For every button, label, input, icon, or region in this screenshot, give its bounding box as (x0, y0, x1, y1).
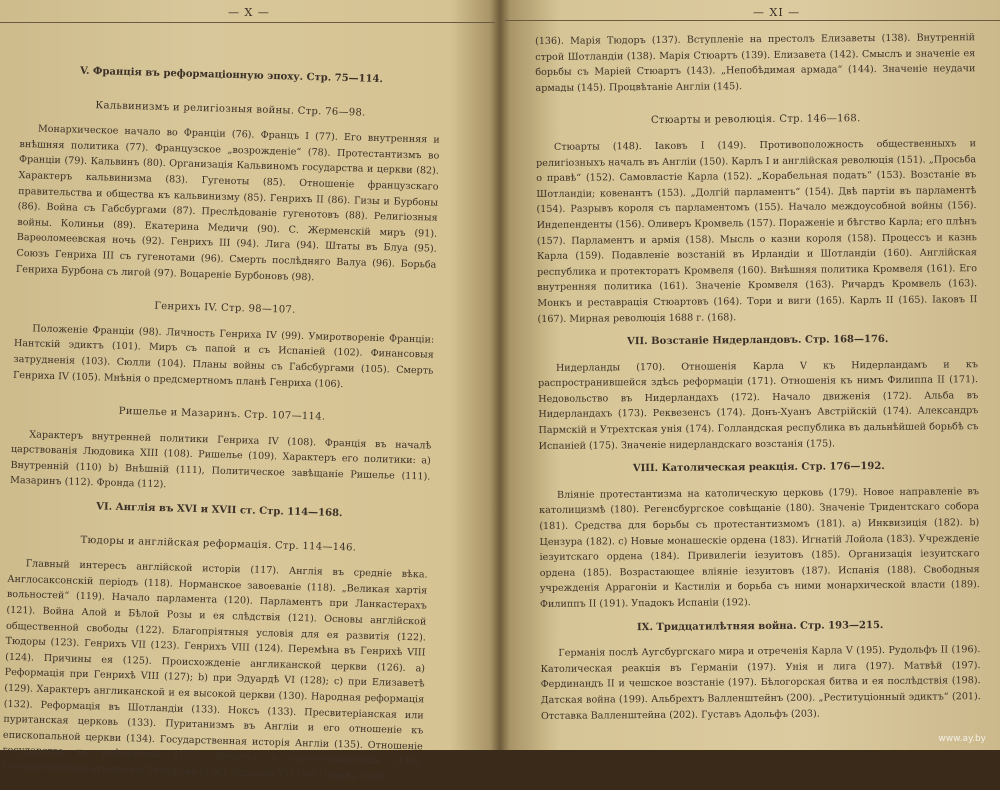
subsection-stuarts-title: Стюарты и революція. Стр. 146—168. (650, 113, 861, 127)
left-column (2, 54, 442, 790)
subsection-tudors-text: Главный интересъ англійской исторіи (117). Англія въ средніе вѣка. Англосаксонскій періодъ (118). Норманское завоеваніе (118). „Великая хартія вольностей“ (119). Начало парламента (120). Парламентъ при Ланкастерахъ (121). Война Алой и Бѣлой Розы и ея слѣдствія (121). Основы англійской общественной свободы (122). Благопріятныя условія для ея развитія (122). Тюдоры (123). Генрихъ VII (123). Генрихъ VIII (124). Перемѣна въ Генрихѣ VIII (124). Причины ея (125). Происхожденіе англиканской церкви (126). а) Реформація при Генрихѣ VIII (127); b) при Эдуардѣ VI (128); с) при Елизаветѣ (129). Характеръ англиканской и ея высокой церкви (130). Народная реформація (132). Реформація въ Шотландіи (133). Ноксъ (133). Пресвитеріанская или пуританская церковь (133). Пуританизмъ въ Англіи и его отношеніе къ епископальной церкви (134). Государственная исторія Англіи (135). Отношеніе государства къ реформаціи (135). Вопросъ о престолонаслѣдіи (136). Генеалогическія отношенія Тюдоровъ (136). Эдуардъ VI (136). Іоанна Грей (1, 558, 428, 783)
left-header-rule (0, 22, 495, 23)
subsection-calvinism-title: Кальвинизмъ и религіозныя войны. Стр. 76—98. (95, 99, 366, 119)
section-ix-title: IX. Тридцатилѣтняя война. Стр. 193—215. (636, 619, 884, 633)
subsection-stuarts-text: Стюарты (148). Іаковъ I (149). Противоположность общественныхъ и религіозныхъ началъ въ Англіи (150). Карлъ I и англійская революція (151). „Просьба о правѣ“ (152). Самовластіе Карла (152). „Корабельная подать“ (153). Возстаніе въ Шотландіи; ковенантъ (153). „Долгій парламентъ“ (154). Двѣ партіи въ парламентѣ (154). Разрывъ короля съ парламентомъ (155). Начало междоусобной войны (156). Индепенденты (156). Оливеръ Кромвель (157). Пораженіе и бѣгство Карла; его плѣнъ (157). Парламентъ и армія (158). Мысль о казни короля (158). Процессъ и казнь Карла (159). Подавленіе возстаній въ Ирландіи и Шотландіи (160). Англійская республика и протекторатъ Кромвеля (160). Внѣшняя политика Кромвеля (161). Его внутренняя политика (161). Значеніе Кромвеля (163). Ричардъ Кромвель (163). Монкъ и реставрація Стюартовъ (164). Тори и виги (165). Карлъ II (165). Іаковъ II (167). Мирная революція 1688 г. (168). (536, 138, 978, 325)
subsection-tudors-title: Тюдоры и англійская реформація. Стр. 114—146. (80, 534, 357, 554)
left-page (0, 0, 495, 783)
watermark: www.ay.by (938, 734, 986, 744)
section-v-title: V. Франція въ реформаціонную эпоху. Стр. 75—114. (79, 65, 384, 86)
subsection-henry-iv-title: Генрихъ IV. Стр. 98—107. (154, 300, 296, 316)
section-vii-text: Нидерланды (170). Отношенія Карла V къ Нидерландамъ и къ распространившейся здѣсь реформаціи (171). Отношенія къ нимъ Филиппа II (171). Недовольство въ Нидерландахъ (172). Начало движенія (172). Альба въ Нидерландахъ (173). Реквезенсъ (174). Донъ-Хуанъ Австрійскій (174). Александръ Пармскій и Утрехтская унія (174). Голландская республика въ дальнѣйшей борьбѣ съ Испаніей (175). Значеніе нидерландскаго возстанія (175). (538, 358, 979, 452)
section-vii-title: VII. Возстаніе Нидерландовъ. Стр. 168—176. (626, 334, 889, 348)
left-folio: — X — (228, 6, 270, 19)
subsection-richelieu-text: Характеръ внутренней политики Генриха IV (108). Франція въ началѣ царствованія Людовика XIII (108). Ришелье (109). Характеръ его политики: а) Внутренній (110) b) Внѣшній (111), Политическое завѣщаніе Ришелье (111). Мазаринъ (112). Фронда (112). (9, 429, 432, 491)
right-page (505, 0, 1000, 750)
right-column (535, 30, 981, 728)
right-folio: — XI — (753, 6, 801, 19)
right-header-rule (505, 20, 1000, 21)
section-viii-title: VIII. Католическая реакція. Стр. 176—192. (632, 461, 885, 475)
section-vi-title: VI. Англія въ XVI и XVII ст. Стр. 114—168. (96, 501, 343, 520)
section-ix-text: Германія послѣ Аугсбургскаго мира и отреченія Карла V (195). Рудольфъ II (196). Католическая реакція въ Германіи (197). Унія и лига (197). Матвѣй (197). Фердинандъ II и чешское возстаніе (197). Бѣлогорская битва и ея послѣдствія (198). Датская война (199). Альбрехтъ Валленштейнъ (200). „Реституціонный эдиктъ“ (201). Отставка Валленштейна (202). Густавъ Адольфъ (203). (540, 644, 981, 722)
continued-text: (136). Марія Тюдоръ (137). Вступленіе на престолъ Елизаветы (138). Внутренній строй Шотландіи (138). Марія Стюартъ (139). Елизавета (142). Смыслъ и значеніе ея борьбы съ Маріей Стюартъ (143). „Непобѣдимая армада“ (144). Значеніе неудачи армады (145). Процвѣтаніе Англіи (145). (535, 32, 976, 94)
section-viii-text: Вліяніе протестантизма на католическую церковь (179). Новое направленіе въ католицизмѣ (180). Регенсбургское совѣщаніе (180). Значеніе Тридентскаго собора (181). Средства для борьбы съ протестантизмомъ (181). а) Инквизиція (182). b) Цензура (182). с) Новые монашескіе ордена (183). Игнатій Лойола (183). Учрежденіе іезуитскаго ордена (184). Привилегіи іезуитовъ (185). Организація іезуитскаго ордена (185). Возрастающее вліяніе іезуитовъ (187). Испанія (188). Свободныя учрежденія Аррагоніи и Кастиліи и борьба съ ними монархической власти (189). Филиппъ II (191). Упадокъ Испаніи (192). (539, 485, 980, 610)
subsection-calvinism-text: Монархическое начало во Франціи (76). Францъ I (77). Его внутренняя и внѣшняя политика (77). Французское „возрожденіе“ (78). Протестантизмъ во Франціи (79). Кальвинъ (80). Организація Кальвиномъ государства и церкви (82). Характеръ кальвинизма (83). Гугеноты (85). Отношеніе французскаго правительства и общества къ кальвинизму (85). Генрихъ II (86). Гизы и Бурбоны (86). Война съ Габсбургами (87). Преслѣдованіе гугенотовъ (88). Религіозныя войны. Колиньи (89). Екатерина Медичи (90). С. Жерменскій миръ (91). Варѳоломеевская ночь (92). Генрихъ III (94). Лига (94). Штаты въ Блуа (95). Союзъ Генриха III съ гугенотами (96). Смерть послѣдняго Валуа (96). Борьба Генриха Бурбона съ лигой (97). Воцареніе Бурбоновъ (98). (15, 123, 440, 283)
subsection-henry-iv-text: Положеніе Франціи (98). Личность Генриха IV (99). Умиротвореніе Франціи: Нантскій эдиктъ (101). Миръ съ папой и съ Испаніей (102). Финансовыя затрудненія (103). Сюлли (104). Планы войны съ Габсбургами (105). Смерть Генриха IV (105). Мнѣнія о предсмертномъ планѣ Генриха (106). (12, 323, 435, 390)
subsection-richelieu-title: Ришелье и Мазаринъ. Стр. 107—114. (118, 405, 326, 423)
